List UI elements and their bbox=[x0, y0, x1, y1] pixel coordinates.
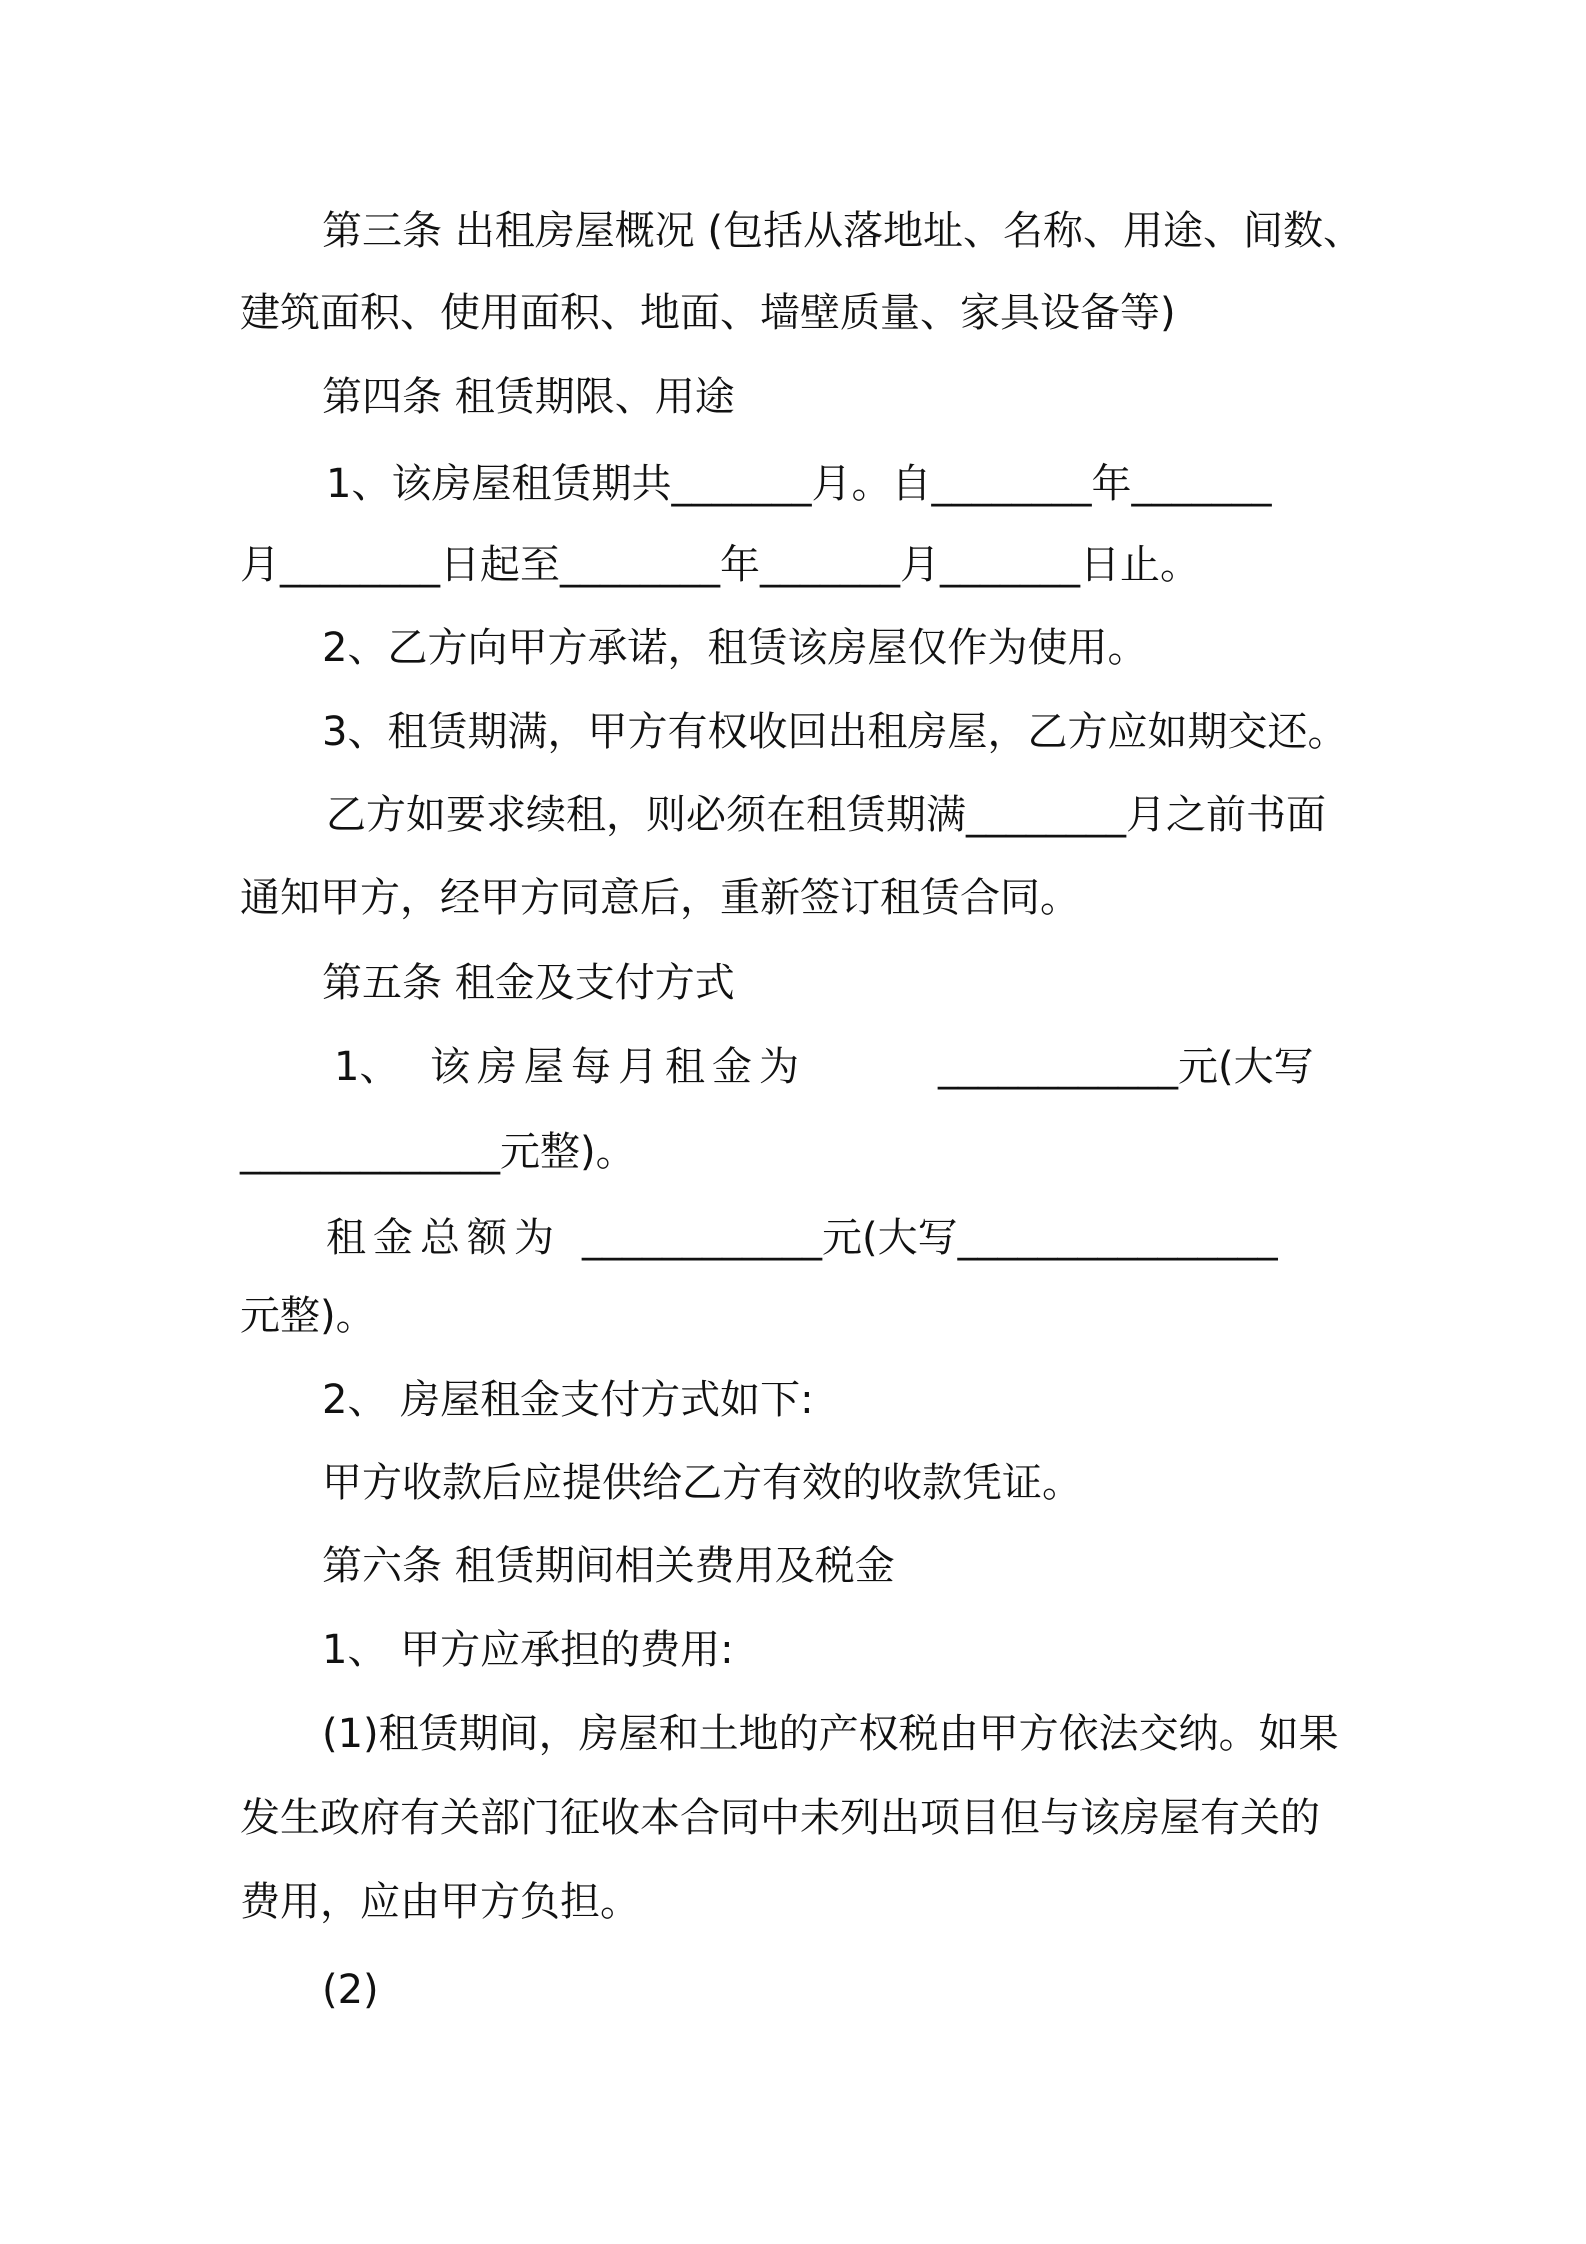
article-5-item-2: 2、 房屋租金支付方式如下: bbox=[322, 1377, 814, 1423]
article-4-item-1-line-1: 1、该房屋租赁期共_______月。自________年_______ bbox=[326, 461, 1272, 507]
article-6-para-2: (2) bbox=[322, 1967, 379, 2013]
article-4-item-3: 3、租赁期满，甲方有权收回出租房屋，乙方应如期交还。 bbox=[322, 709, 1348, 755]
article-5-total-line-2: 元整)。 bbox=[240, 1293, 376, 1339]
article-5-total-label: 租金总额为 bbox=[326, 1215, 561, 1261]
article-5-item-1-text: 该房屋每月租金为 bbox=[430, 1044, 806, 1090]
article-6-para-1-line-1: (1)租赁期间，房屋和土地的产权税由甲方依法交纳。如果 bbox=[322, 1711, 1339, 1757]
article-4-renewal-line-2: 通知甲方，经甲方同意后，重新签订租赁合同。 bbox=[240, 875, 1080, 921]
article-6-heading: 第六条 租赁期间相关费用及税金 bbox=[322, 1543, 895, 1589]
article-5-item-1-tail: ____________元(大写 bbox=[938, 1044, 1314, 1090]
article-4-item-1-line-2: 月________日起至________年_______月_______日止。 bbox=[240, 542, 1200, 588]
article-5-item-1-line-2: _____________元整)。 bbox=[240, 1129, 636, 1175]
article-4-heading: 第四条 租赁期限、用途 bbox=[322, 374, 735, 420]
article-6-para-1-line-2: 发生政府有关部门征收本合同中未列出项目但与该房屋有关的 bbox=[240, 1795, 1320, 1841]
article-6-item-1: 1、 甲方应承担的费用: bbox=[322, 1627, 734, 1673]
article-3-line-2: 建筑面积、使用面积、地面、墙壁质量、家具设备等) bbox=[240, 290, 1176, 336]
article-5-receipt: 甲方收款后应提供给乙方有效的收款凭证。 bbox=[322, 1460, 1082, 1506]
article-6-para-1-line-3: 费用，应由甲方负担。 bbox=[240, 1879, 640, 1925]
article-5-item-1-label: 1、 bbox=[334, 1044, 400, 1090]
article-4-item-2: 2、乙方向甲方承诺，租赁该房屋仅作为使用。 bbox=[322, 625, 1148, 671]
article-5-total-tail: ____________元(大写________________ bbox=[582, 1215, 1278, 1261]
article-3-line-1: 第三条 出租房屋概况 (包括从落地址、名称、用途、间数、 bbox=[322, 208, 1364, 254]
article-4-renewal-line-1: 乙方如要求续租，则必须在租赁期满________月之前书面 bbox=[326, 792, 1326, 838]
article-5-heading: 第五条 租金及支付方式 bbox=[322, 960, 735, 1006]
